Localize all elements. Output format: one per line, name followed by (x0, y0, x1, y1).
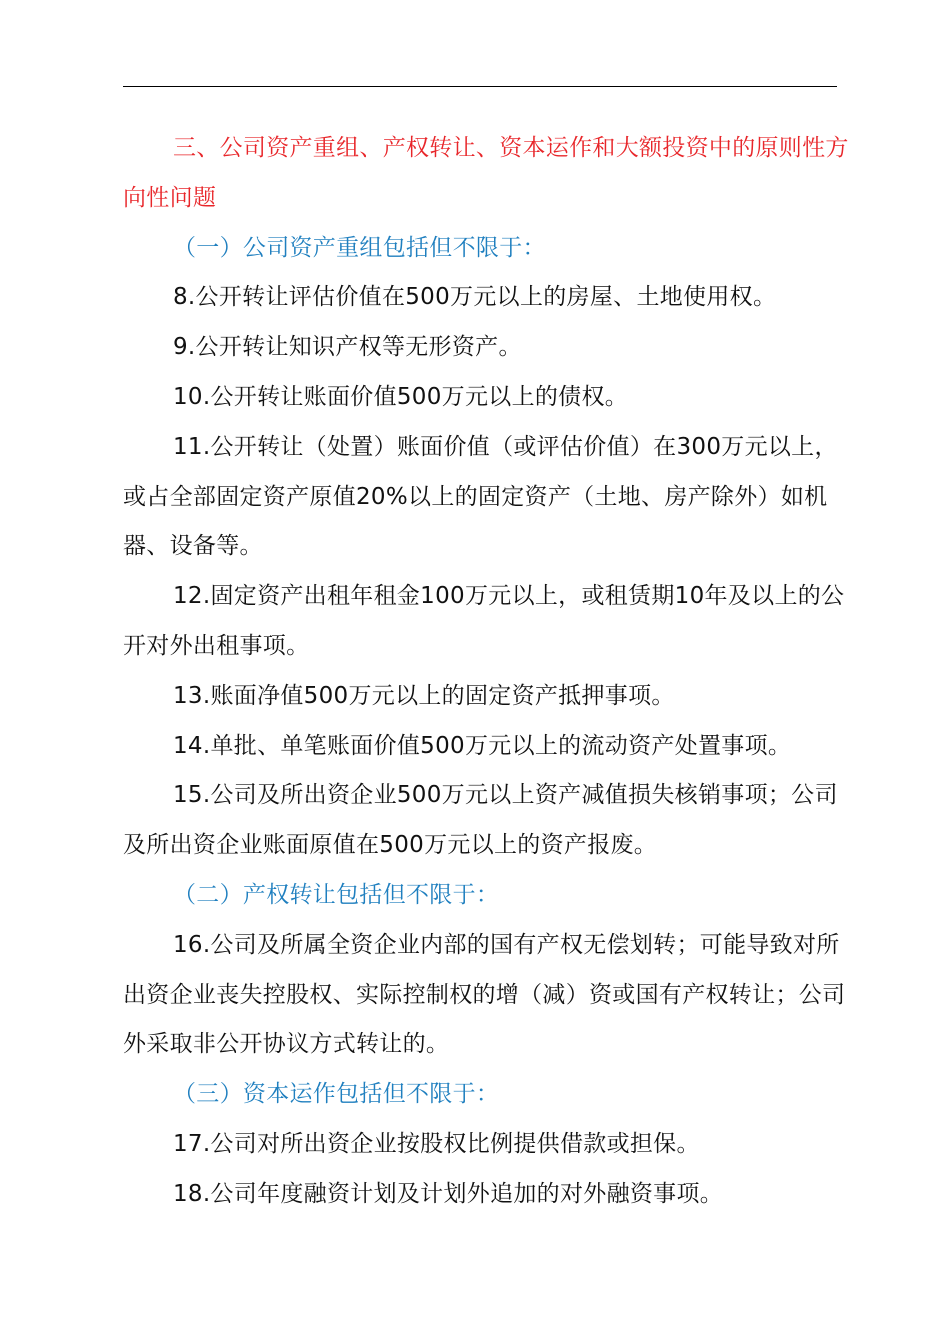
list-item: 18.公司年度融资计划及计划外追加的对外融资事项。 (173, 1180, 724, 1207)
list-item: 13.账面净值500万元以上的固定资产抵押事项。 (173, 682, 675, 709)
list-item: 11.公开转让（处置）账面价值（或评估价值）在300万元以上，或占全部固定资产原值20%以上的固定资产（土地、房产除外）如机器、设备等。 (123, 433, 838, 560)
subsection-heading-1: （一）公司资产重组包括但不限于： (173, 234, 546, 261)
header-rule (123, 86, 837, 87)
list-item: 9.公开转让知识产权等无形资产。 (173, 334, 522, 361)
section-title: 三、公司资产重组、产权转让、资本运作和大额投资中的原则性方向性问题 (123, 135, 849, 211)
list-item: 12.固定资产出租年租金100万元以上，或租赁期10年及以上的公开对外出租事项。 (123, 583, 845, 659)
list-item: 8.公开转让评估价值在500万元以上的房屋、土地使用权。 (173, 284, 777, 311)
list-item: 17.公司对所出资企业按股权比例提供借款或担保。 (173, 1130, 700, 1157)
list-item: 10.公开转让账面价值500万元以上的债权。 (173, 383, 629, 410)
document-body (123, 124, 853, 1220)
subsection-heading-3: （三）资本运作包括但不限于： (173, 1081, 500, 1108)
list-item: 16.公司及所属全资企业内部的国有产权无偿划转；可能导致对所出资企业丧失控股权、实际控制权的增（减）资或国有产权转让；公司外采取非公开协议方式转让的。 (123, 931, 846, 1058)
list-item: 15.公司及所出资企业500万元以上资产减值损失核销事项；公司及所出资企业账面原值在500万元以上的资产报废。 (123, 782, 838, 859)
list-item: 14.单批、单笔账面价值500万元以上的流动资产处置事项。 (173, 732, 792, 759)
subsection-heading-2: （二）产权转让包括但不限于： (173, 881, 500, 908)
